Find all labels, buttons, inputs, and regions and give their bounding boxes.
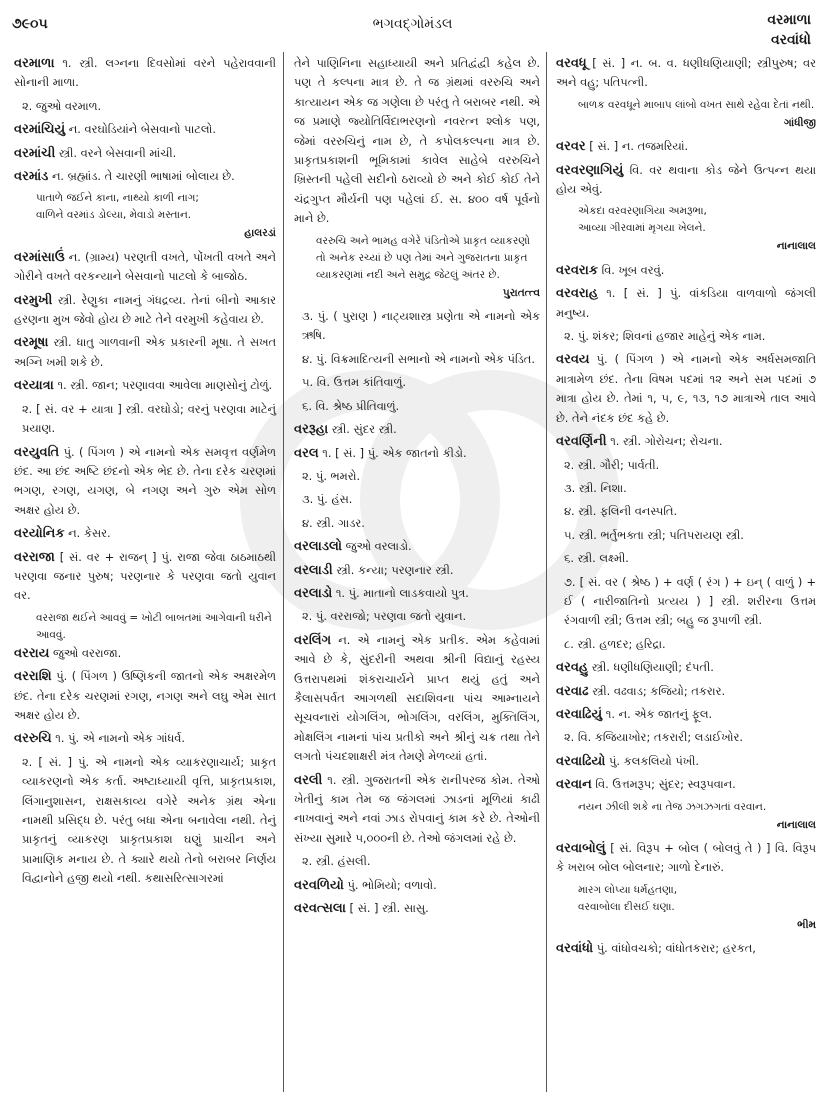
definition-text: ૮. સ્ત્રી. હળદર; હરિદ્રા. xyxy=(564,636,666,651)
definition-text: ૪. પું. વિક્રમાદિત્યની સભાનો એ નામનો એક પંડિત. xyxy=(302,351,535,366)
quotation-line: પાતાળે જઈને કાના, નાથ્યો કાળી નાગ; xyxy=(36,192,199,205)
sub-definition xyxy=(556,456,816,475)
headword: વરવહુ xyxy=(556,660,589,676)
definition-text: ૩. પું. ( પુરાણ ) નાટ્યશાસ્ત્ર પ્રણેતા એ નામનો એક ઋષિ. xyxy=(302,309,540,343)
headword: વરવાઢિયો xyxy=(556,753,606,769)
definition-text: પું. ભોમિયો; વળાવો. xyxy=(343,877,437,892)
dictionary-entry xyxy=(14,120,276,139)
definition-text: ૨. સ્ત્રી. હંસલી. xyxy=(302,854,371,869)
dictionary-entry xyxy=(556,705,816,724)
quotation-line: મારગ લોપ્યા ધર્મહતણા, xyxy=(578,883,678,896)
definition-text: ૧. સ્ત્રી. ગુજરાતની એક રાનીપરજ કોમ. તેઓ ખેતીનું કામ તેમ જ જંગલમાં ઝાડનાં મૂળિયાં કાઢી નાખવાનું અને નવાં ઝાડ રોપવાનું કામ કરે છે. તેઓની સંખ્યા સુમારે ૫,૦૦૦ની છે. તેઓ જંગલમાં રહે છે. xyxy=(294,772,540,845)
headword: વરલિંગ xyxy=(294,632,332,648)
headword: વરવાબોલું xyxy=(556,841,606,856)
quotation-source: હાલરડાં xyxy=(244,227,276,240)
definition-text: ૨. [ સં. વર + યાત્રા ] સ્ત્રી. વરઘોડો; વરનું પરણવા માટેનું પ્રયાણ. xyxy=(22,401,276,436)
headword: વરમાંડ xyxy=(14,169,49,185)
sub-definition xyxy=(556,635,816,654)
headword: વરરૂહા xyxy=(294,422,329,438)
definition-text: ન. (ગ્રામ્ય) પરણતી વખતે, પોંખતી વખતે અને ગોરીને વખતે વરકન્યાને બેસવાનો પાટલો કે બાજોઠ. xyxy=(14,249,276,284)
dictionary-entry xyxy=(556,658,816,677)
definition-text: ૩. પું. હંસ. xyxy=(302,492,353,507)
dictionary-entry xyxy=(14,644,276,663)
sub-definition xyxy=(556,573,816,631)
definition-text: ન. એ નામનું એક પ્રતીક. એમ કહેવામાં આવે છે કે, સુંદરીની અથવા શ્રીની વિદ્યાનું રહસ્ય ઉત્તરાપથમાં શંકરાચાર્યને પ્રાપ્ત થયું હતું અને કૈલાસપર્વત આગળથી સદાશિવના પાંચ આમ્નાયને સૂચવનારાં યોગલિંગ, ભોગલિંગ, વરલિંગ, મુક્તિલિંગ, મોક્ષલિંગ નામનાં પાંચ પ્રતીકો અને શ્રીનું ચક્ર તથા તેને લગતો પંચદશાક્ષરી મંત્ર તેમણે મેળવ્યાં હતાં. xyxy=(294,632,540,764)
dictionary-entry xyxy=(294,54,540,229)
column-2 xyxy=(294,54,540,922)
definition-text: વિ. ખૂબ વરવું. xyxy=(598,262,665,277)
dictionary-entry xyxy=(14,667,276,725)
sub-definition xyxy=(294,307,540,346)
dictionary-entry xyxy=(294,631,540,767)
dictionary-entry xyxy=(556,682,816,701)
definition-text: સ્ત્રી. ધાતુ ગાળવાની એક પ્રકારની મૂષા. તે સખત અગ્નિ ખમી શકે છે. xyxy=(14,335,276,369)
definition-text: જુઓ વરલાડો. xyxy=(342,539,412,554)
definition-text: સ્ત્રી. વઢવાડ; કજિયો; તકરાર. xyxy=(588,683,726,698)
headword: વરવય xyxy=(556,352,590,368)
headword: વરરુચિ xyxy=(14,731,52,747)
definition-text: તેને પાણિનિના સહાધ્યાયી અને પ્રતિદ્વંદ્વી કહેલ છે. પણ તે કલ્પના માત્ર છે. તે જ ગ્રંથમાં વરરુચિ અને કાત્યાયન એક જ ગણેલા છે પરંતુ તે બરાબર નથી. એ જ પ્રમાણે જ્યોતિર્વિદાભરણનો નવરત્ન શ્લોક પણ, જેમાં વરરુચિનું નામ છે, તે કપોલકલ્પના માત્ર છે. પ્રાકૃતપ્રકાશની ભૂમિકામાં કાવેલ સાહેબે વરરુચિને ખ્રિસ્તની પહેલી સદીનો ઠરાવ્યો છે અને કોઈ કોઈ તેને ચંદ્રગુપ્ત મૌર્યની પણ પહેલાં ઈ. સ. ૪૦૦ વર્ષ પૂર્વનો માને છે. xyxy=(294,56,540,226)
sub-definition xyxy=(294,467,540,486)
definition-text: [ સં. ] સ્ત્રી. સાસુ. xyxy=(345,901,429,916)
definition-text: પું. ( પિંગળ ) એ નામનો એક સમવૃત્ત વર્ણમેળ છંદ. આ છંદ અષ્ટિ છંદનો એક ભેદ છે. તેના દરેક ચરણમાં ભગણ, રગણ, યગણ, બે નગણ અને ગુરુ એમ સોળ અક્ષર હોય છે. xyxy=(14,444,276,517)
dictionary-entry xyxy=(556,939,816,958)
dictionary-entry xyxy=(556,752,816,771)
definition-text: પું. કલકલિયો પંખી. xyxy=(605,753,699,768)
definition-text: ન. કેસર. xyxy=(64,526,111,541)
headword: વરવર્ણિની xyxy=(556,434,607,450)
definition-text: ૧. પું. માતાનો લાડકવાયો પુત્ર. xyxy=(332,585,469,600)
definition-text: [ સં. વિરૂપ + બોલ ( બોલવું તે ) ] વિ. વિરૂપ કે ખરાબ બોલ બોલનાર; ગાળો દેનારું. xyxy=(556,841,816,875)
dictionary-entry xyxy=(294,444,540,463)
dictionary-entry xyxy=(14,729,276,748)
sub-definition xyxy=(294,607,540,626)
column-3 xyxy=(556,54,816,963)
sub-definition xyxy=(294,397,540,416)
headword: વરમુખી xyxy=(14,292,53,308)
quotation-line: બાળક વરવધૂને માબાપ લાંબો વખત સાથે રહેવા દેતાં નથી. xyxy=(578,98,815,111)
headword: વરમાંસાઉં xyxy=(14,249,65,265)
definition-text: ૩. સ્ત્રી. નિશા. xyxy=(564,480,627,495)
sub-definition xyxy=(294,373,540,392)
sub-definition xyxy=(294,350,540,369)
dictionary-entry xyxy=(294,876,540,895)
quotation-source: નાનાલાલ xyxy=(776,240,816,253)
column-divider xyxy=(283,52,284,1092)
definition-text: સ્ત્રી. ધણીધણિયાણી; દંપતી. xyxy=(588,660,714,675)
quotation-source: ગાંધીજી xyxy=(784,116,816,129)
sub-definition xyxy=(294,852,540,871)
definition-text: ૧. [ સં. ] પું. એક જાતનો કીડો. xyxy=(318,445,467,460)
dictionary-entry xyxy=(294,420,540,439)
definition-text: [ સં. ] ન. તજમરિયાં. xyxy=(585,139,689,154)
definition-text: ૫. સ્ત્રી. ભર્તુભક્તા સ્ત્રી; પતિપરાયણ સ્ત્રી. xyxy=(564,527,744,542)
headword: વરલ xyxy=(294,445,319,461)
definition-text: ૭. [ સં. વર ( શ્રેષ્ઠ ) + વર્ણ ( રંગ ) + ઇન્ ( વાળું ) + ઈ ( નારીજાતિનો પ્રત્યય ) ] સ્ત્રી. શરીરના ઉત્તમ રંગવાળી સ્ત્રી; ઉત્તમ સ્ત્રી; બહુ જ રૂપાળી સ્ત્રી. xyxy=(564,574,816,628)
quotation-line: નયન ઝીલી શકે ના તેજ ઝગઝગતાં વરવાન. xyxy=(578,800,767,813)
dictionary-entry xyxy=(14,167,276,186)
quotation-line: વરરુચિ અને ભામહ વગેરે પંડિતોએ પ્રાકૃત વ્યાકરણો તો અનેક રચ્યાં છે પણ તેમાં અને ગુજરાતના પ્રાકૃત વ્યાકરણમાં નદી અને સમુદ્ર જેટલું અંતર છે. xyxy=(316,234,531,281)
headword: વરવાંધો xyxy=(556,941,594,957)
definition-text: ૧. [ સં. ] પું. વાંકડિયા વાળવાળો જંગલી મનુષ્ય. xyxy=(556,286,816,320)
definition-text: ૨. જુઓ વરમાળ. xyxy=(22,98,102,113)
dictionary-entry xyxy=(556,432,816,451)
dictionary-entry xyxy=(556,775,816,794)
guide-words xyxy=(767,10,811,50)
dictionary-entry xyxy=(294,899,540,918)
definition-text: ૧. સ્ત્રી. જાન; પરણાવવા આવેલા માણસોનું ટોળું. xyxy=(53,378,273,393)
quotation-line: વરવાબોલા દીસઈ ઘણા. xyxy=(578,900,675,913)
definition-text: જુઓ વરરાજા. xyxy=(49,645,122,660)
quotation-line: આવ્યા ગીરવામાં મૃગયા ખેલને. xyxy=(578,222,706,235)
dictionary-entry xyxy=(556,161,816,200)
definition-text: ૨. પું. વરરાજો; પરણવા જતો યુવાન. xyxy=(302,609,467,624)
definition-text: ૬. સ્ત્રી. લક્ષ્મી. xyxy=(564,551,629,566)
page-number: ૭૯૦૫ xyxy=(12,16,48,32)
book-title: ભગવદ્ગોમંડલ xyxy=(372,16,453,32)
headword: વરમાંચિયું xyxy=(14,122,66,138)
headword: વરવર xyxy=(556,139,586,155)
headword: વરવાઢ xyxy=(556,683,589,699)
definition-text: વિ. ઉત્તમરૂપ; સુંદર; સ્વરૂપવાન. xyxy=(591,777,736,792)
dictionary-entry xyxy=(556,839,816,878)
definition-text: સ્ત્રી. કન્યા; પરણનાર સ્ત્રી. xyxy=(332,562,454,577)
definition-text: સ્ત્રી. વરને બેસવાની માંચી. xyxy=(55,145,177,160)
definition-text: વિ. વર થવાના કોડ જેને ઉત્પન્ન થયા હોય એવું. xyxy=(556,162,816,197)
headword: વરવરણાગિયું xyxy=(556,162,624,178)
dictionary-entry xyxy=(14,248,276,287)
column-divider xyxy=(546,52,547,1092)
headword: વરમાળા xyxy=(14,56,55,71)
dictionary-entry xyxy=(14,54,276,93)
definition-text: [ સં. વર + રાજન્ ] પું. રાજા જેવા ઠાઠમાઠથી પરણવા જનાર પુરુષ; પરણનાર કે પરણવા જતો યુવાન વર. xyxy=(14,549,276,603)
headword: વરમૂષા xyxy=(14,335,49,351)
dictionary-entry xyxy=(14,548,276,606)
definition-text: પું. વાંધોવચકો; વાંધોતકરાર; હરકત, xyxy=(593,941,756,956)
definition-text: સ્ત્રી. રેણુકા નામનું ગંધદ્રવ્ય. તેનાં બીનો આકાર હરણના મુખ જેવો હોય છે માટે તેને વરમુખી કહેવાય છે. xyxy=(14,292,276,327)
definition-text: ન. વરઘોડિયાંને બેસવાનો પાટલો. xyxy=(65,122,216,137)
definition-text: ૨. વિ. કજિયાખોર; તકરારી; લડાઈખોર. xyxy=(564,730,743,745)
definition-text: પું. ( પિંગળ ) ઉષ્ણિકની જાતનો એક અક્ષરમેળ છંદ. તેના દરેક ચરણમાં રગણ, નગણ અને લઘુ એમ સાત અક્ષર હોય છે. xyxy=(14,669,276,722)
quotation-line: વરરાજા થઈને આવવું = ખોટી બાબતમાં આગેવાની ધરીને આવવું. xyxy=(36,611,272,641)
dictionary-entry xyxy=(14,376,276,395)
definition-text: ૪. સ્ત્રી. ગાડર. xyxy=(302,515,365,530)
definition-text: ૨. પું. શંકર; શિવનાં હજાર માહેનું એક નામ. xyxy=(564,329,766,344)
sub-definition xyxy=(14,97,276,116)
headword: વરરાજા xyxy=(14,549,55,565)
column-1 xyxy=(14,54,276,893)
sub-definition xyxy=(556,728,816,747)
sub-definition xyxy=(294,514,540,533)
dictionary-entry xyxy=(14,333,276,372)
quotation-source: નાનાલાલ xyxy=(776,818,816,831)
definition-text: ૨. [ સં. ] પું. એ નામનો એક વ્યાકરણાચાર્ય; પ્રાકૃત વ્યાકરણનો એક કર્તા. અષ્ટાધ્યાયી વૃત્તિ, પ્રાકૃતપ્રકાશ, લિંગાનુશાસન, રાક્ષસકાવ્ય વગેરે અનેક ગ્રંથ એના નામથી પ્રસિદ્ધ છે. પરંતુ બધા એના બનાવેલા નથી. તેનું પ્રાકૃતનું વ્યાકરણ પ્રાકૃતપ્રકાશ ઘણું પ્રાચીન અને પ્રામાણિક મનાય છે. તે ક્યારે થયો તેનો બરાબર નિર્ણય વિદ્વાનોને હજી થયો નથી. કથાસરિત્સાગરમાં xyxy=(22,754,276,886)
dictionary-entry xyxy=(294,561,540,580)
definition-text: ૧. ન. એક જાતનું ફૂલ. xyxy=(602,706,713,721)
dictionary-entry xyxy=(556,261,816,280)
headword: વરલાડી xyxy=(294,562,333,578)
quotation-line: વાળિને વરમાંડ ડોલ્યા, મેવાડો મસ્તાન. xyxy=(36,209,192,222)
headword: વરયુવતિ xyxy=(14,444,60,460)
definition-text: ૧. સ્ત્રી. લગ્નના દિવસોમાં વરને પહેરાવવાની સોનાની માળા. xyxy=(14,56,276,90)
headword: વરવાઢિયું xyxy=(556,706,603,722)
definition-text: ૨. પું. ભમરો. xyxy=(302,468,361,483)
page-header xyxy=(0,6,825,46)
headword: વરરાશિ xyxy=(14,669,52,685)
sub-definition xyxy=(556,502,816,521)
headword: વરવધૂ xyxy=(556,56,587,71)
headword: વરલાડલો xyxy=(294,539,343,555)
sub-definition xyxy=(14,753,276,889)
sub-definition xyxy=(14,400,276,439)
sub-definition xyxy=(294,490,540,509)
headword: વરલી xyxy=(294,772,323,788)
definition-text: ૬. વિ. શ્રેષ્ઠ પ્રીતિવાળું. xyxy=(302,398,400,413)
quotation-source: પુરાતત્ત્વ xyxy=(502,286,540,299)
headword: વરવળિયો xyxy=(294,877,344,893)
dictionary-entry xyxy=(14,524,276,543)
dictionary-entry xyxy=(556,137,816,156)
definition-text: પું. ( પિંગળ ) એ નામનો એક અર્ધસમજાતિ માત્રામેળ છંદ. તેના વિષમ પદમાં ૧૨ અને સમ પદમાં ૭ માત્રા હોય છે. તેમાં ૧, ૫, ૯, ૧૩, ૧૭ માત્રાએ તાલ આવે છે. તેને નંદક છંદ કહે છે. xyxy=(556,352,816,425)
sub-definition xyxy=(556,327,816,346)
headword: વરવત્સલા xyxy=(294,901,346,917)
dictionary-entry xyxy=(556,54,816,93)
headword: વરરાય xyxy=(14,645,50,661)
dictionary-entry xyxy=(556,284,816,323)
headword: વરવરાક xyxy=(556,262,599,278)
headword: વરવરાહ xyxy=(556,286,599,302)
definition-text: ન. બ્રહ્માંડ. તે ચારણી ભાષામાં બોલાય છે. xyxy=(48,169,235,184)
quotation-source: ભીમ xyxy=(797,918,816,931)
dictionary-entry xyxy=(14,443,276,521)
definition-text: ૨. સ્ત્રી. ગૌરી; પાર્વતી. xyxy=(564,457,660,472)
definition-text: ૧. પું. એ નામનો એક ગાંધર્વ. xyxy=(51,731,186,746)
headword: વરયોનિક xyxy=(14,526,65,542)
guide-word-first: વરમાળા xyxy=(767,12,811,28)
definition-text: સ્ત્રી. સુંદર સ્ત્રી. xyxy=(328,422,397,437)
sub-definition xyxy=(556,526,816,545)
dictionary-entry xyxy=(294,771,540,849)
definition-text: ૫. વિ. ઉત્તમ કાંતિવાળું. xyxy=(302,375,406,390)
headword: વરલાડો xyxy=(294,585,333,601)
dictionary-entry xyxy=(556,350,816,428)
dictionary-entry xyxy=(14,144,276,163)
definition-text: [ સં. ] ન. બ. વ. ધણીધણિયાણી; સ્ત્રીપુરુષ; વર અને વહુ; પતિપત્ની. xyxy=(556,56,816,90)
dictionary-entry xyxy=(14,291,276,330)
guide-word-last: વરવાંધો xyxy=(770,32,811,48)
definition-text: ૧. સ્ત્રી. ગોરોચન; રોચના. xyxy=(606,434,723,449)
headword: વરમાંચી xyxy=(14,145,56,161)
quotation-line: એકદા વરવરણાગિયા અમરૂભા, xyxy=(578,205,707,218)
headword: વરવાન xyxy=(556,777,592,793)
definition-text: ૪. સ્ત્રી. ફલિની વનસ્પતિ. xyxy=(564,504,678,519)
headword: વરયાત્રા xyxy=(14,378,54,394)
sub-definition xyxy=(556,479,816,498)
dictionary-entry xyxy=(294,537,540,556)
dictionary-entry xyxy=(294,584,540,603)
sub-definition xyxy=(556,549,816,568)
